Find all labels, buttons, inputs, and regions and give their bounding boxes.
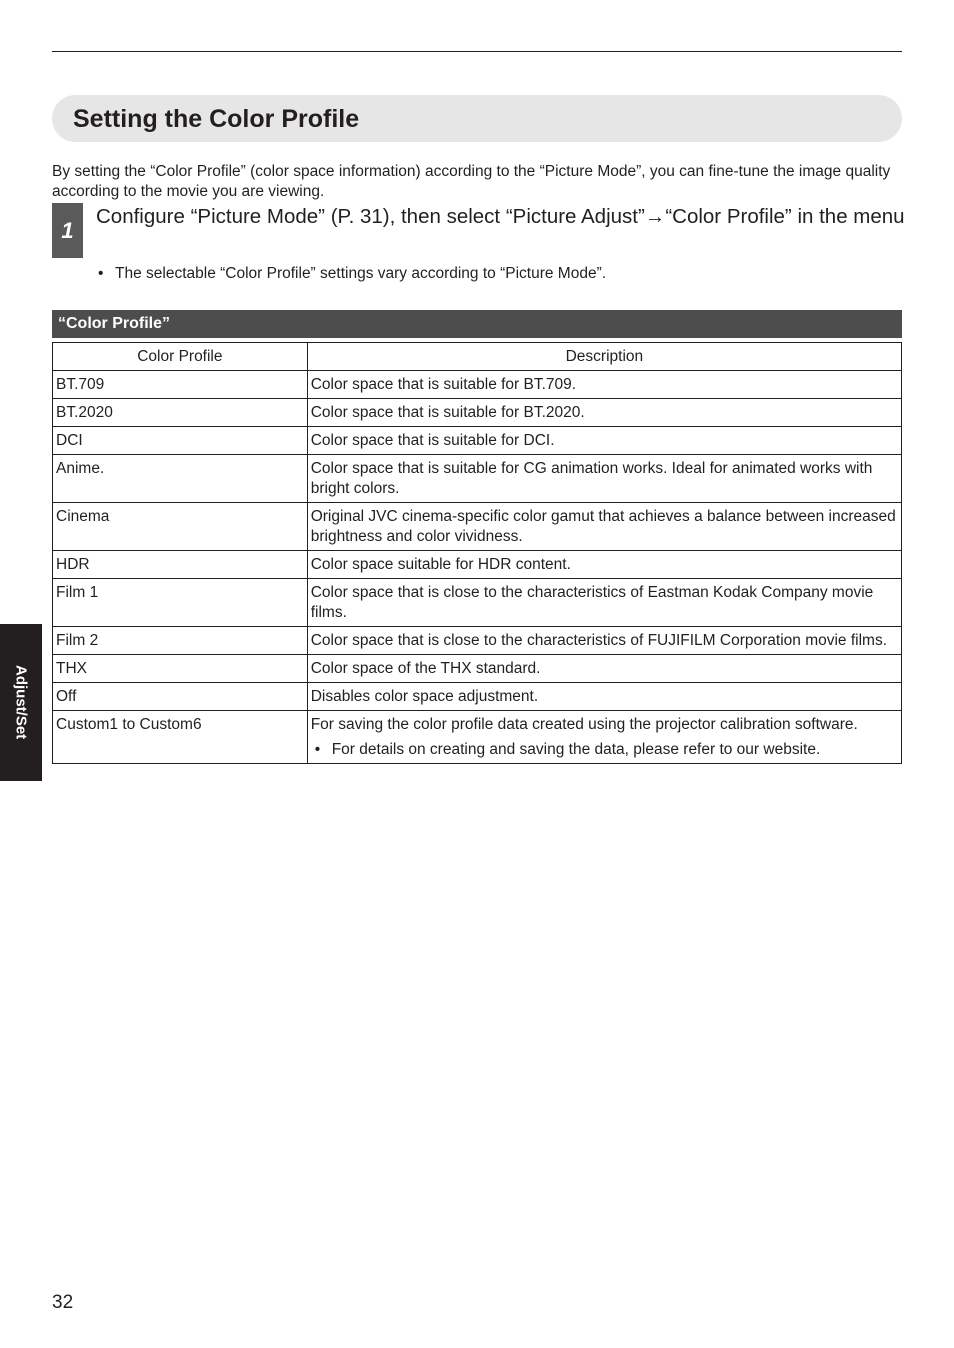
page-number: 32	[52, 1292, 74, 1313]
chapter-side-tab-label: Adjust/Set	[12, 665, 30, 740]
description-cell: Color space that is suitable for BT.2020.	[307, 399, 901, 427]
table-row	[53, 427, 902, 455]
step-number-badge: 1	[52, 203, 83, 258]
profile-cell: Anime.	[53, 455, 308, 503]
table-row	[53, 399, 902, 427]
description-cell: Color space that is suitable for CG animation works. Ideal for animated works with bright colors.	[307, 455, 901, 503]
description-note	[311, 740, 898, 760]
bullet-icon: •	[314, 741, 321, 758]
column-header-profile: Color Profile	[53, 343, 308, 371]
profile-cell: HDR	[53, 551, 308, 579]
table-row	[53, 503, 902, 551]
table-row	[53, 711, 902, 764]
bullet-icon: •	[98, 265, 104, 282]
profile-cell: Film 2	[53, 627, 308, 655]
description-cell: Color space of the THX standard.	[307, 655, 901, 683]
profile-cell: Film 1	[53, 579, 308, 627]
color-profile-table	[52, 342, 902, 764]
table-row	[53, 551, 902, 579]
section-title: Setting the Color Profile	[73, 105, 360, 133]
description-cell: Color space that is close to the characteristics of FUJIFILM Corporation movie films.	[307, 627, 901, 655]
description-cell: Color space that is close to the characteristics of Eastman Kodak Company movie films.	[307, 579, 901, 627]
profile-cell: Custom1 to Custom6	[53, 711, 308, 764]
description-cell: Color space that is suitable for DCI.	[307, 427, 901, 455]
profile-cell: Off	[53, 683, 308, 711]
table-title-bar	[52, 310, 902, 338]
table-row	[53, 655, 902, 683]
intro-paragraph: By setting the “Color Profile” (color space information) according to the “Picture Mode”, you can fine-tune the image quality according to the movie you are viewing.	[52, 163, 891, 200]
section-title-bar	[52, 95, 902, 142]
top-rule	[52, 51, 902, 52]
profile-cell: Cinema	[53, 503, 308, 551]
column-header-description: Description	[307, 343, 901, 371]
description-text: For saving the color profile data created using the projector calibration software.	[310, 716, 858, 733]
table-header-row	[53, 343, 902, 371]
table-row	[53, 579, 902, 627]
description-cell: Color space that is suitable for BT.709.	[307, 371, 901, 399]
description-cell: Color space suitable for HDR content.	[307, 551, 901, 579]
step-note-text: The selectable “Color Profile” settings vary according to “Picture Mode”.	[115, 265, 607, 282]
chapter-side-tab	[0, 624, 42, 781]
profile-cell: BT.2020	[53, 399, 308, 427]
table-row	[53, 627, 902, 655]
profile-cell: BT.709	[53, 371, 308, 399]
description-note-text: For details on creating and saving the data, please refer to our website.	[331, 741, 821, 758]
table-row	[53, 683, 902, 711]
table-row	[53, 371, 902, 399]
profile-cell: THX	[53, 655, 308, 683]
description-cell: Disables color space adjustment.	[307, 683, 901, 711]
description-cell: Original JVC cinema-specific color gamut that achieves a balance between increased brightness and color vividness.	[307, 503, 901, 551]
description-cell	[307, 711, 901, 764]
profile-cell: DCI	[53, 427, 308, 455]
table-row	[53, 455, 902, 503]
table-title: “Color Profile”	[58, 315, 171, 332]
step-note	[98, 264, 898, 284]
step-instruction: Configure “Picture Mode” (P. 31), then select “Picture Adjust”→“Color Profile” in the menu	[96, 205, 905, 228]
